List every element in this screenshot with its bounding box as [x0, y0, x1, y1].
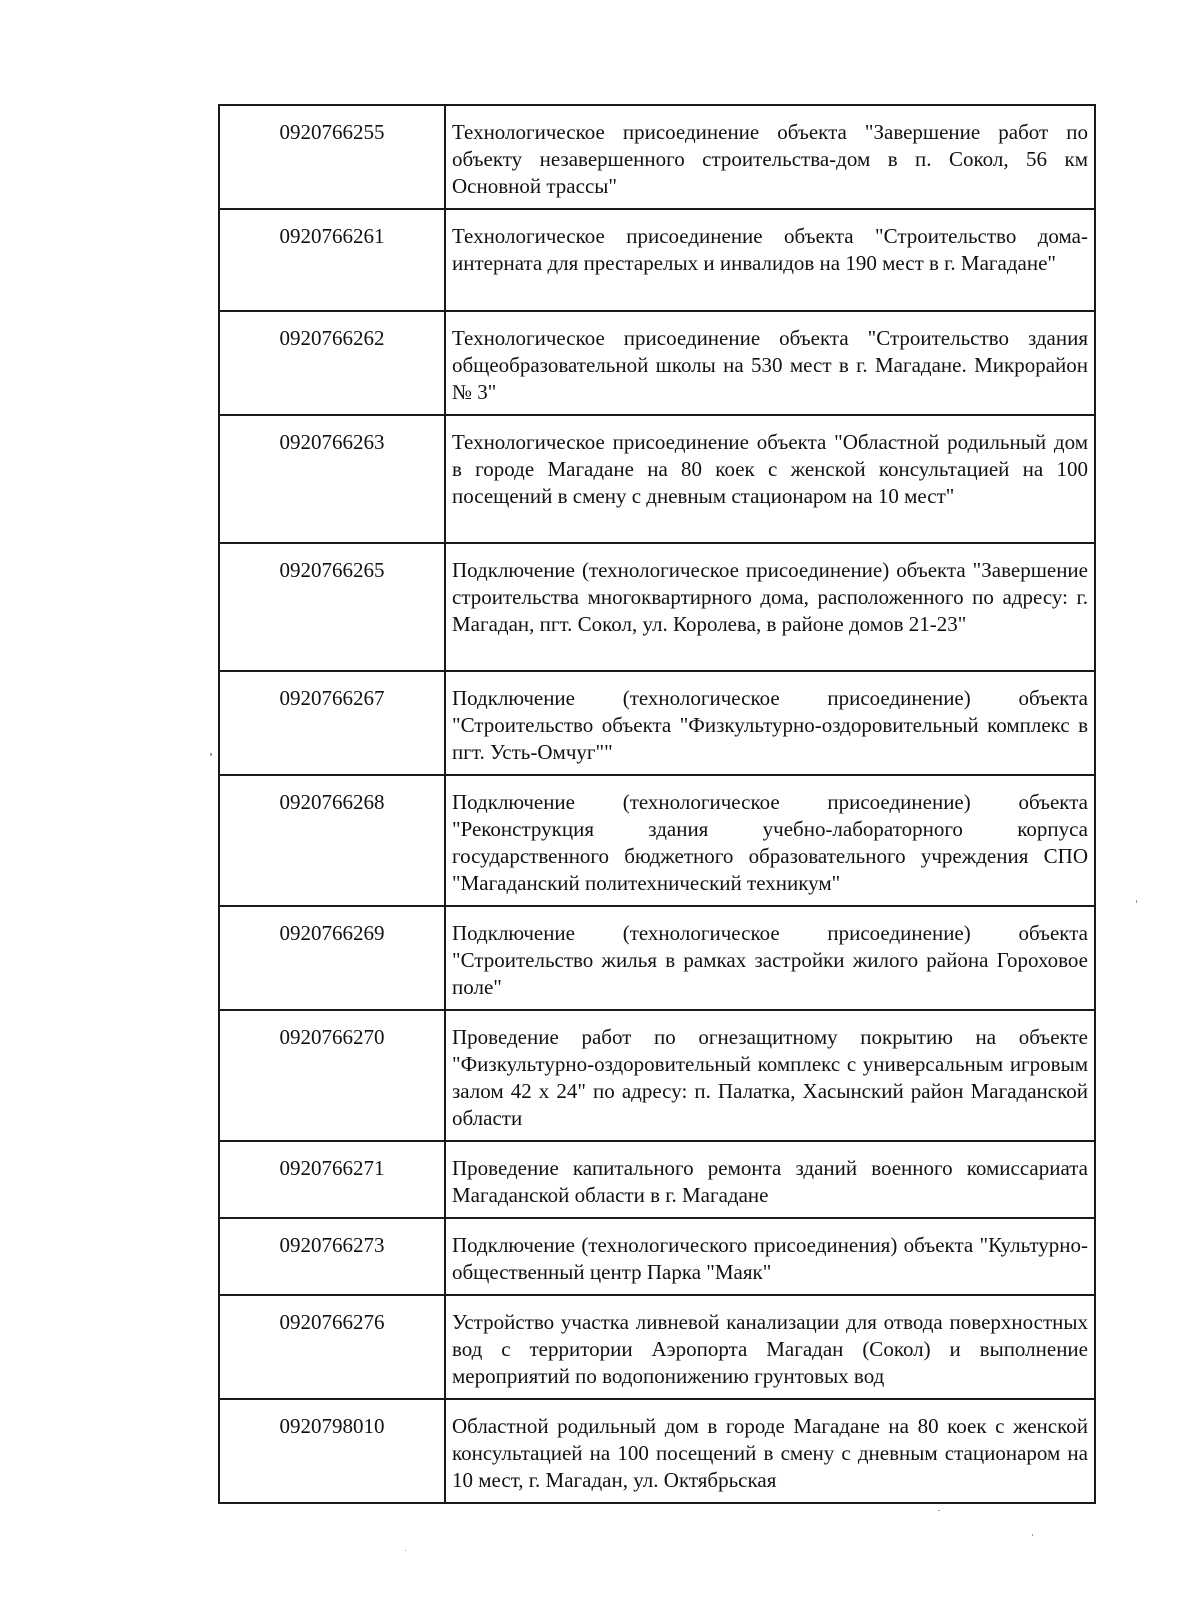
table-row	[219, 105, 1095, 209]
row-code: 0920766261	[219, 209, 445, 311]
row-description: Подключение (технологическое присоединение) объекта "Строительство жилья в рамках застройки жилого района Гороховое поле"	[445, 906, 1095, 1010]
row-code: 0920766267	[219, 671, 445, 775]
scan-speck	[938, 1510, 940, 1511]
row-description: Устройство участка ливневой канализации для отвода поверхностных вод с территории Аэропорта Магадан (Сокол) и выполнение мероприятий по водопонижению грунтовых вод	[445, 1295, 1095, 1399]
row-description: Подключение (технологическое присоединение) объекта "Реконструкция здания учебно-лабораторного корпуса государственного бюджетного образовательного учреждения СПО "Магаданский политехнический техникум"	[445, 775, 1095, 906]
row-description: Технологическое присоединение объекта "Завершение работ по объекту незавершенного строительства-дом в п. Сокол, 56 км Основной трассы"	[445, 105, 1095, 209]
table-row	[219, 1141, 1095, 1218]
row-code: 0920766276	[219, 1295, 445, 1399]
table-row	[219, 1010, 1095, 1141]
row-description: Технологическое присоединение объекта "Строительство здания общеобразовательной школы на 530 мест в г. Магадане. Микрорайон № 3"	[445, 311, 1095, 415]
table-row	[219, 1218, 1095, 1295]
row-code: 0920766262	[219, 311, 445, 415]
scan-speck	[210, 753, 212, 756]
table-row	[219, 671, 1095, 775]
budget-codes-table	[218, 104, 1096, 1504]
row-code: 0920766265	[219, 543, 445, 671]
row-description: Областной родильный дом в городе Магадане на 80 коек с женской консультацией на 100 посещений в смену с дневным стационаром на 10 мест, г. Магадан, ул. Октябрьская	[445, 1399, 1095, 1503]
row-description: Проведение работ по огнезащитному покрытию на объекте "Физкультурно-оздоровительный комплекс с универсальным игровым залом 42 х 24" по адресу: п. Палатка, Хасынский район Магаданской области	[445, 1010, 1095, 1141]
row-code: 0920766273	[219, 1218, 445, 1295]
row-code: 0920766270	[219, 1010, 445, 1141]
scan-speck	[405, 1550, 406, 1551]
table-row	[219, 415, 1095, 543]
table-row	[219, 1295, 1095, 1399]
row-description: Подключение (технологическое присоединение) объекта "Завершение строительства многоквартирного дома, расположенного по адресу: г. Магадан, пгт. Сокол, ул. Королева, в районе домов 21-23"	[445, 543, 1095, 671]
table-row	[219, 543, 1095, 671]
row-code: 0920766271	[219, 1141, 445, 1218]
row-code: 0920798010	[219, 1399, 445, 1503]
row-code: 0920766269	[219, 906, 445, 1010]
table-row	[219, 906, 1095, 1010]
row-code: 0920766255	[219, 105, 445, 209]
scan-speck	[1136, 900, 1137, 903]
table-row	[219, 209, 1095, 311]
row-code: 0920766263	[219, 415, 445, 543]
row-description: Технологическое присоединение объекта "Строительство дома-интерната для престарелых и инвалидов на 190 мест в г. Магадане"	[445, 209, 1095, 311]
table-row	[219, 311, 1095, 415]
row-description: Проведение капитального ремонта зданий военного комиссариата Магаданской области в г. Магадане	[445, 1141, 1095, 1218]
row-description: Подключение (технологическое присоединение) объекта "Строительство объекта "Физкультурно-оздоровительный комплекс в пгт. Усть-Омчуг""	[445, 671, 1095, 775]
scan-speck	[1032, 1534, 1033, 1536]
table-row	[219, 1399, 1095, 1503]
row-description: Технологическое присоединение объекта "Областной родильный дом в городе Магадане на 80 коек с женской консультацией на 100 посещений в смену с дневным стационаром на 10 мест"	[445, 415, 1095, 543]
row-code: 0920766268	[219, 775, 445, 906]
table-row	[219, 775, 1095, 906]
row-description: Подключение (технологического присоединения) объекта "Культурно-общественный центр Парка "Маяк"	[445, 1218, 1095, 1295]
